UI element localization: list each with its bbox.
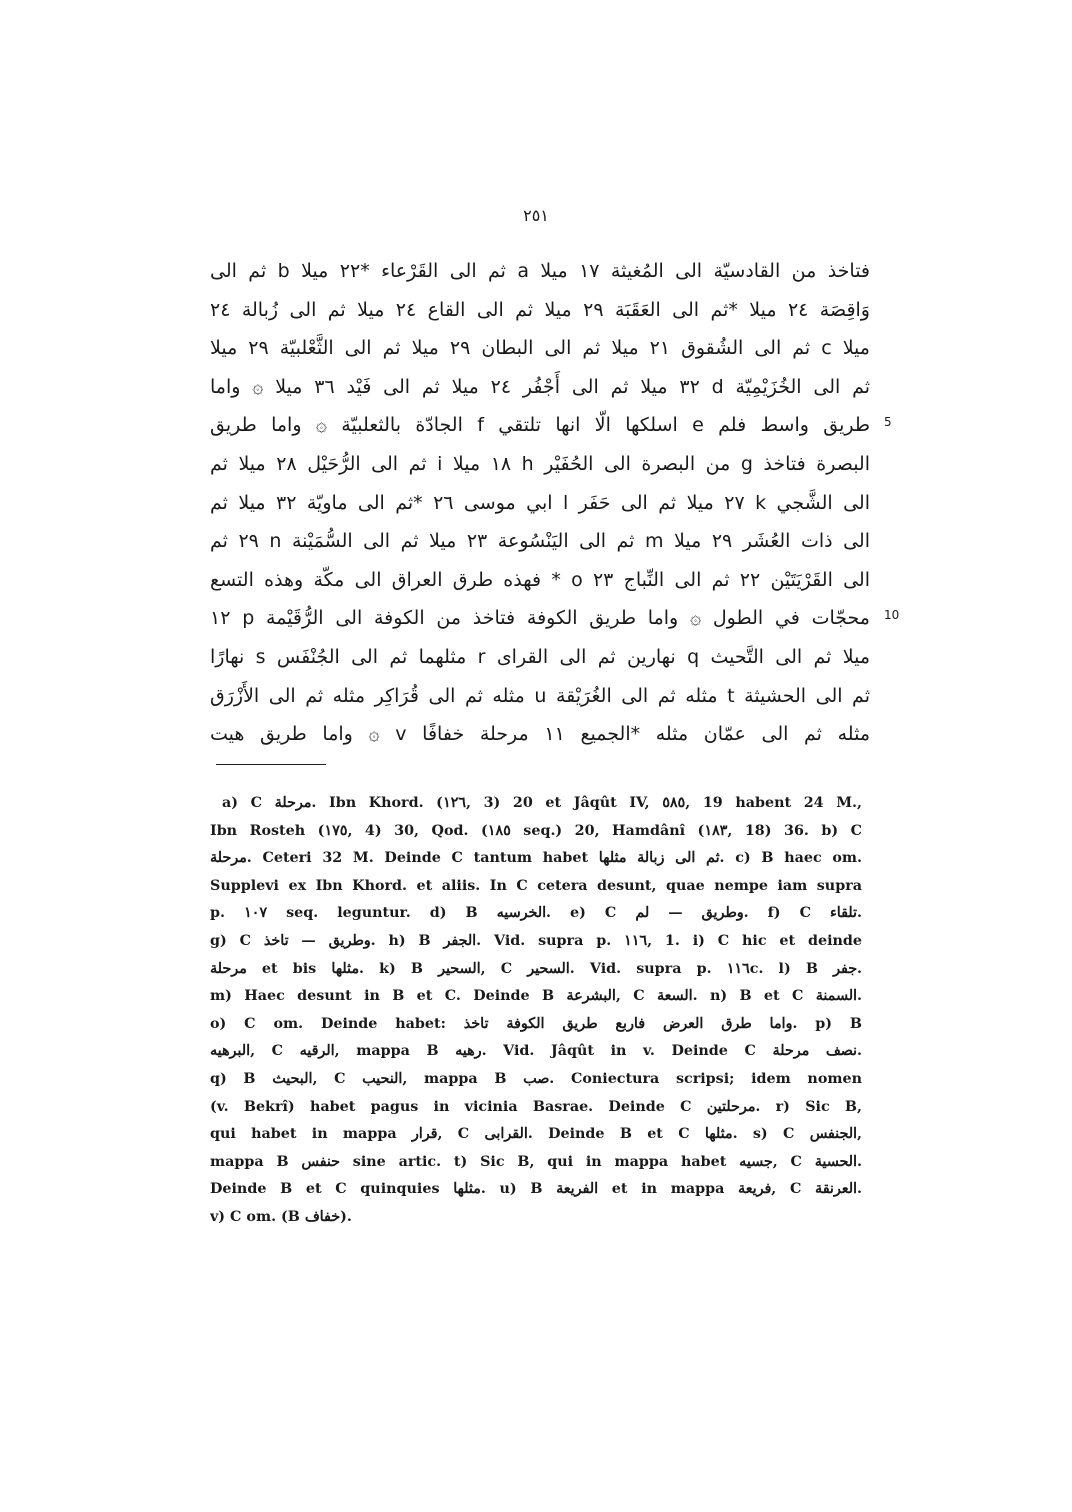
arabic-main-text <box>210 252 870 754</box>
footnote-line: p. ١٠٧ seq. leguntur. d) B الخرسيه. e) C وطريق — لم. f) C تلقاء. <box>210 905 862 922</box>
arabic-line: ميلا c ثم الى الشُقوق ٢١ ميلا ثم الى البطان ٢٩ ميلا ثم الى الثَّعْلبيّة ٢٩ ميلا <box>210 337 870 360</box>
arabic-line: وَاقِصَة ٢٤ ميلا *ثم الى العَقَبَة ٢٩ ميلا ثم الى القاع ٢٤ ميلا ثم الى زُبالة ٢٤ <box>210 298 870 321</box>
footnote-line: Ibn Rosteh (١٧٥, 4) 30, Qod. (١٨٥ seq.) 20, Hamdânî (١٨٣, 18) 36. b) C <box>210 822 862 839</box>
footnote-line: a) C مرحلة. Ibn Khord. (١٢٦, 3) 20 et Jâqût IV, ٥٨٥, 19 habent 24 M., <box>222 795 862 811</box>
footnote-line: Deinde B et C quinquies مثلها. u) B الفريعة et in mappa فريعة, C العرنقة. <box>210 1181 862 1198</box>
arabic-line: طريق واسط فلم e اسلكها الّا انها تلتقي f الجادّة بالثعلبيّة ۞ واما طريق <box>210 414 870 437</box>
footnote-line: q) B البحيث, C النحيب, mappa B صب. Coniectura scripsi; idem nomen <box>210 1070 862 1087</box>
arabic-line: الى الشَّجي k ٢٧ ميلا ثم الى حَفَر l ابي موسى ٢٦ *ثم الى ماويّة ٣٢ ميلا ثم <box>210 491 870 514</box>
footnote-line: مرحلة. Ceteri 32 M. Deinde C tantum habet ثم الى زبالة مثلها. c) B haec om. <box>210 850 862 867</box>
arabic-line: البصرة فتاخذ g من البصرة الى الحُفَيْر h ١٨ ميلا i ثم الى الرُّحَيْل ٢٨ ميلا ثم <box>210 452 870 475</box>
arabic-line: ثم الى الخُزَيْمِيّة d ٣٢ ميلا ثم الى أَجْفُر ٢٤ ميلا ثم الى فَيْد ٣٦ ميلا ۞ واما <box>210 375 870 398</box>
footnote-line: g) C وطريق — تاخذ. h) B الجفر. Vid. supra p. ١١٦, 1. i) C hic et deinde <box>210 932 862 949</box>
arabic-line: ثم الى الحشيثة t مثله ثم الى الغُرَيْقة u مثله ثم الى قُرَاكِر مثله ثم الى الأَزْرَق <box>210 684 870 707</box>
arabic-line: الى القَرْيَتَيْن ٢٢ ثم الى النِّباج ٢٣ o * فهذه طرق العراق الى مكّة وهذه التسع <box>210 568 870 591</box>
footnote-rule <box>216 764 326 765</box>
footnote-line: (v. Bekrî) habet pagus in vicinia Basrae. Deinde C مرحلتين. r) Sic B, <box>210 1098 862 1115</box>
footnote-line: البرهيه, C الرقيه, mappa B رهيه. Vid. Jâqût in v. Deinde C نصف مرحلة. <box>210 1043 862 1060</box>
footnote-line: mappa B حنفس sine artic. t) Sic B, qui in mappa habet جسيه, C الحسية. <box>210 1153 862 1170</box>
arabic-line: الى ذات العُشَر ٢٩ ميلا m ثم الى اليَنْسُوعة ٢٣ ميلا ثم الى السُّمَيْنة n ٢٩ ثم <box>210 530 870 553</box>
page-number: ٢٥١ <box>523 206 549 225</box>
footnote-line: o) C om. Deinde habet: واما طرق العرض فاربع طريق الكوفة تاخذ. p) B <box>210 1015 862 1032</box>
line-marker-5: 5 <box>884 415 892 429</box>
footnote-line: qui habet in mappa قرار, C القرابى. Deinde B et C مثلها. s) C الجنفس, <box>210 1126 862 1143</box>
arabic-line: ميلا ثم الى التَّحيث q نهارين ثم الى القراى r مثلهما ثم الى الجُنْفَس s نهارًا <box>210 645 870 668</box>
footnotes <box>210 790 862 1232</box>
arabic-line: محجّات في الطول ۞ واما طريق الكوفة فتاخذ من الكوفة الى الرُّقَيْمة p ١٢ <box>210 607 870 630</box>
footnote-line: Supplevi ex Ibn Khord. et aliis. In C cetera desunt, quae nempe iam supra <box>210 877 862 894</box>
footnote-line: v) C om. (B خفاف). <box>210 1208 352 1225</box>
line-marker-10: 10 <box>884 608 900 622</box>
arabic-line: فتاخذ من القادسيّة الى المُغيثة ١٧ ميلا a ثم الى القَرْعاء *٢٢ ميلا b ثم الى <box>210 260 870 282</box>
footnote-line: مرحلة et bis مثلها. k) B السحير, C السحير. Vid. supra p. ١١٦c. l) B جفر. <box>210 960 862 977</box>
arabic-line: مثله ثم الى عمّان مثله *الجميع ١١ مرحلة خفافًا v ۞ واما طريق هيت <box>210 723 870 746</box>
footnote-line: m) Haec desunt in B et C. Deinde B البشرعة, C السعة. n) B et C السمنة. <box>210 988 862 1005</box>
